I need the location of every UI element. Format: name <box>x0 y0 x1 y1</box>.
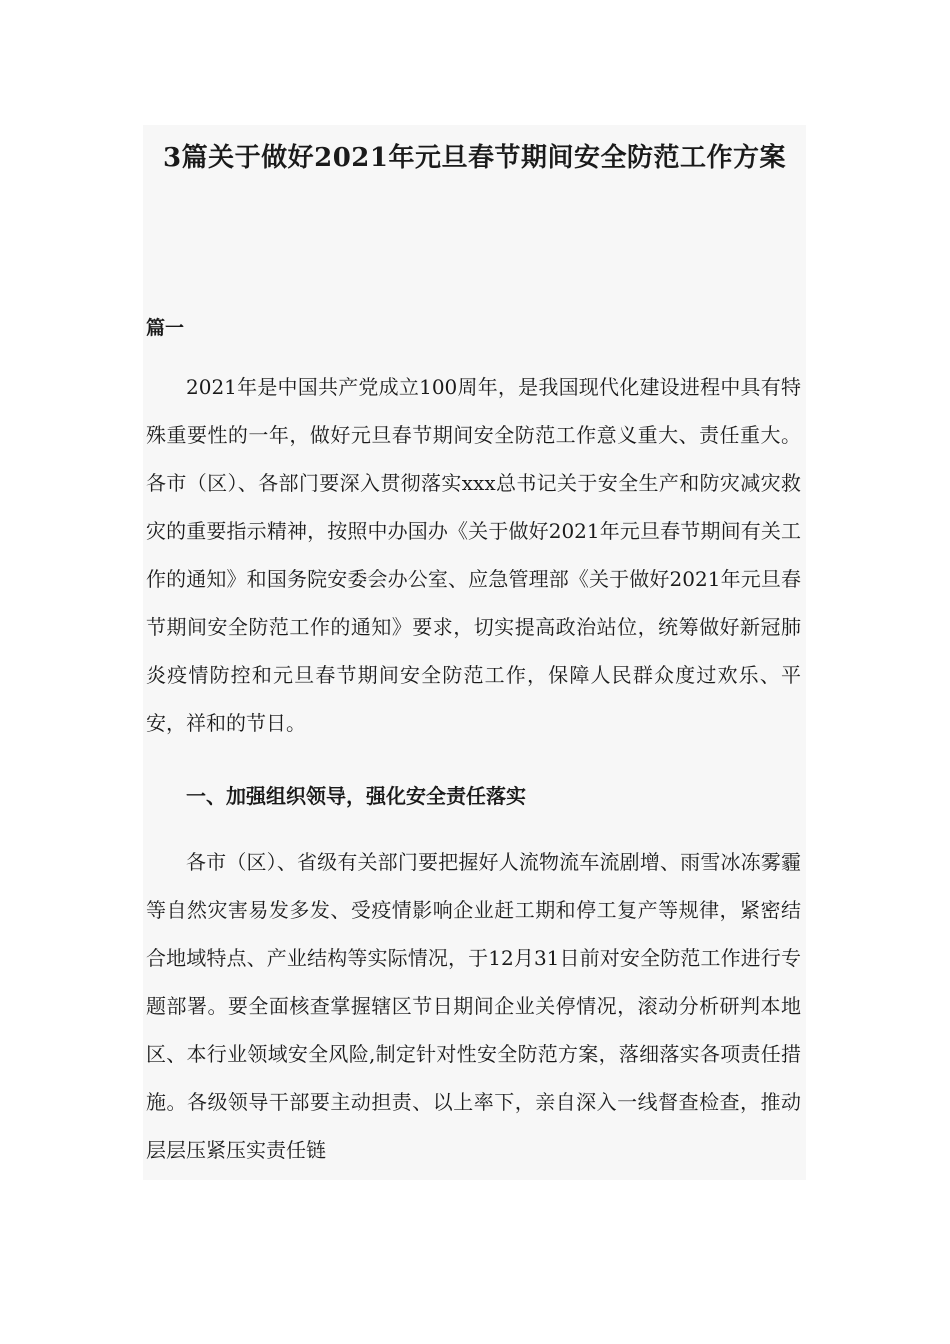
body-paragraph-1: 2021年是中国共产党成立100周年，是我国现代化建设进程中具有特殊重要性的一年，做好元旦春节期间安全防范工作意义重大、责任重大。各市（区）、各部门要深入贯彻落实xxx总书记关于安全生产和防灾减灾救灾的重要指示精神，按照中办国办《关于做好2021年元旦春节期间有关工作的通知》和国务院安委会办公室、应急管理部《关于做好2021年元旦春节期间安全防范工作的通知》要求，切实提高政治站位，统筹做好新冠肺炎疫情防控和元旦春节期间安全防范工作，保障人民群众度过欢乐、平安，祥和的节日。 <box>146 375 801 735</box>
section-label: 篇一 <box>146 317 185 339</box>
document-page <box>143 125 806 1180</box>
body-paragraph-2: 各市（区）、省级有关部门要把握好人流物流车流剧增、雨雪冰冻雾霾等自然灾害易发多发、受疫情影响企业赶工期和停工复产等规律，紧密结合地域特点、产业结构等实际情况，于12月31日前对安全防范工作进行专题部署。要全面核查掌握辖区节日期间企业关停情况，滚动分析研判本地区、本行业领域安全风险,制定针对性安全防范方案，落细落实各项责任措施。各级领导干部要主动担责、以上率下，亲自深入一线督查检查，推动层层压紧压实责任链 <box>146 850 801 1162</box>
section-heading-1: 一、加强组织领导，强化安全责任落实 <box>186 784 526 808</box>
document-title: 3篇关于做好2021年元旦春节期间安全防范工作方案 <box>163 143 786 173</box>
